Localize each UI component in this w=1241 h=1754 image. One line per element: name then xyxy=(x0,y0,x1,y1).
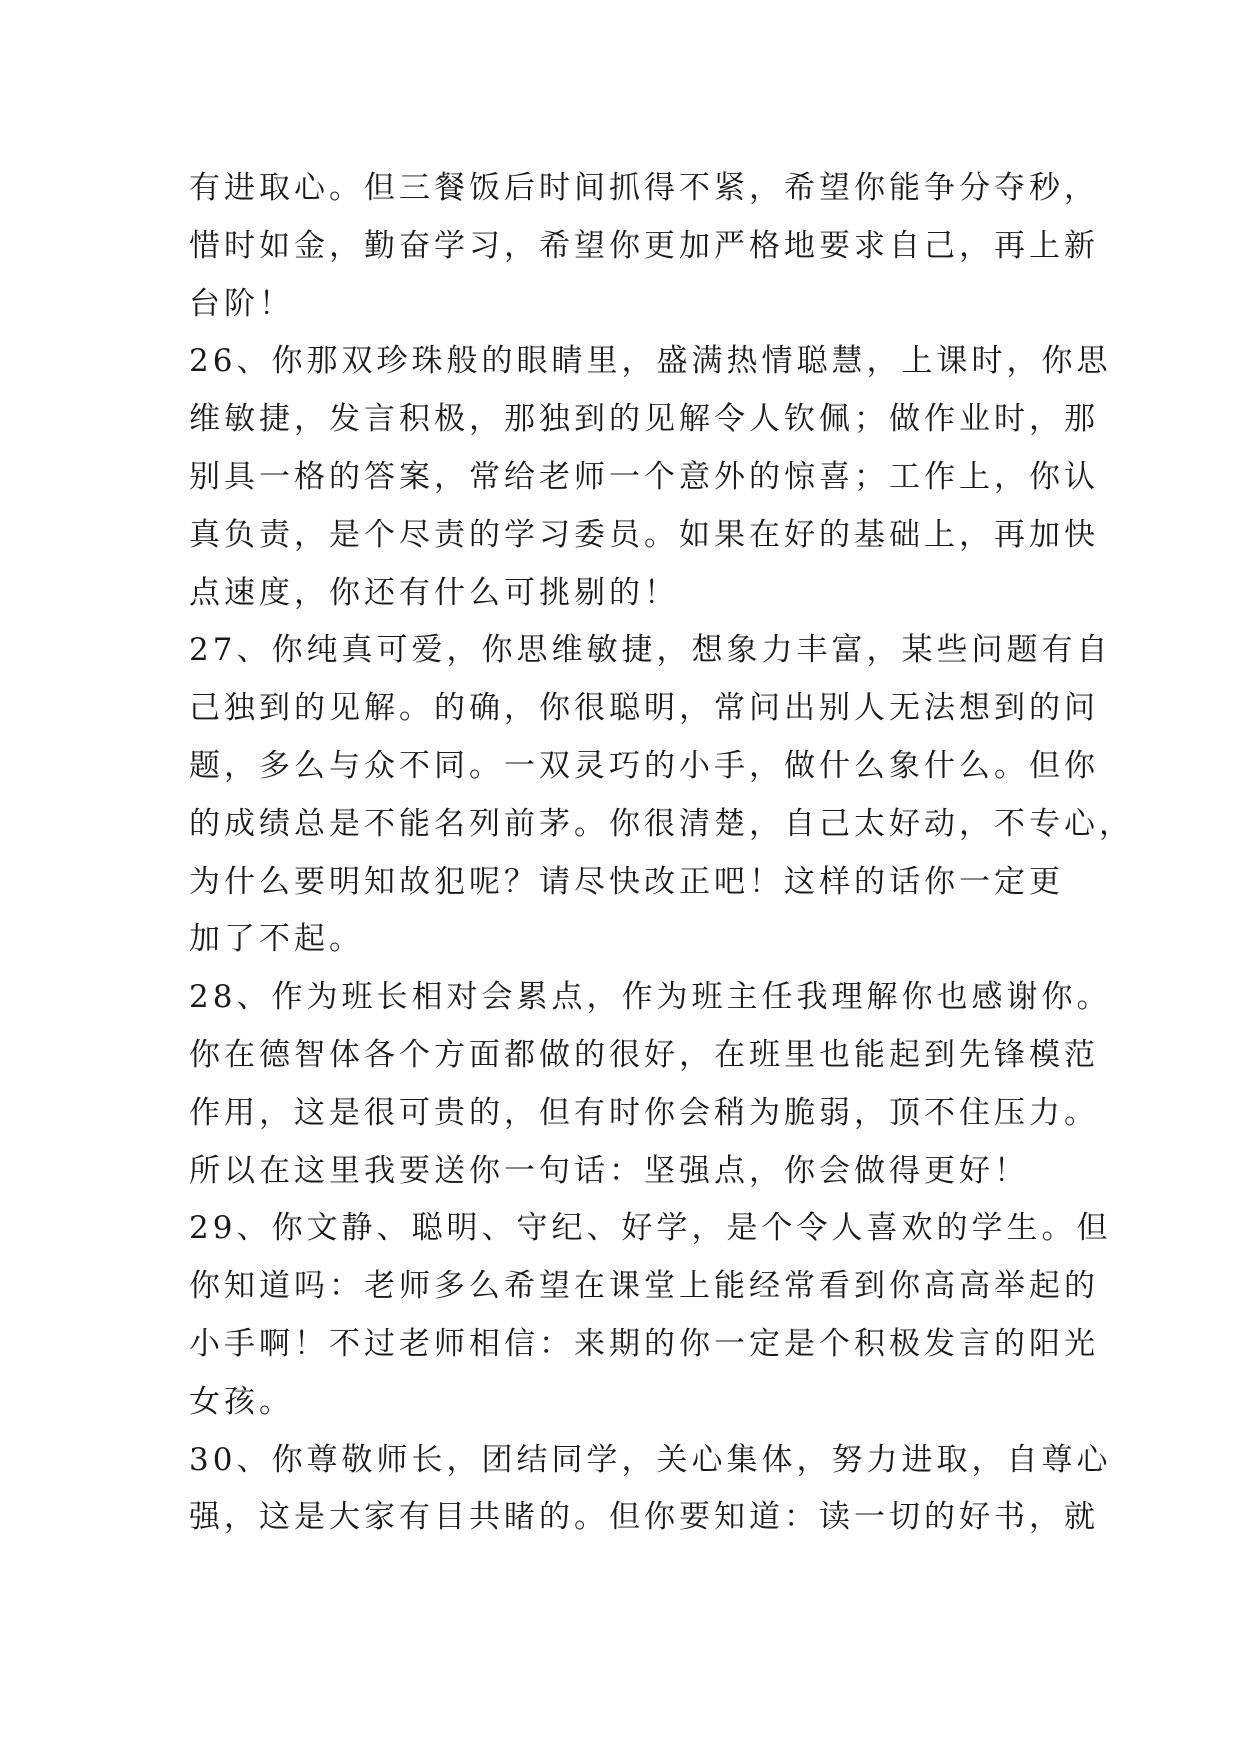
text-line: 强，这是大家有目共睹的。但你要知道：读一切的好书，就 xyxy=(189,1499,1099,1536)
text-line: 小手啊！不过老师相信：来期的你一定是个积极发言的阳光 xyxy=(189,1325,1099,1362)
text-line: 作用，这是很可贵的，但有时你会稍为脆弱，顶不住压力。 xyxy=(189,1094,1099,1131)
text-line: 惜时如金，勤奋学习，希望你更加严格地要求自己，再上新 xyxy=(189,227,1099,264)
text-line: 你知道吗：老师多么希望在课堂上能经常看到你高高举起的 xyxy=(189,1268,1099,1305)
text-line: 27、你纯真可爱，你思维敏捷，想象力丰富，某些问题有自 xyxy=(189,632,1112,669)
text-line: 真负责，是个尽责的学习委员。如果在好的基础上，再加快 xyxy=(189,516,1099,553)
text-line: 28、作为班长相对会累点，作为班主任我理解你也感谢你。 xyxy=(189,979,1112,1016)
text-line: 己独到的见解。的确，你很聪明，常问出别人无法想到的问 xyxy=(189,690,1099,727)
text-line: 30、你尊敬师长，团结同学，关心集体，努力进取，自尊心 xyxy=(189,1441,1112,1478)
text-line: 你在德智体各个方面都做的很好，在班里也能起到先锋模范 xyxy=(189,1036,1099,1073)
text-line: 维敏捷，发言积极，那独到的见解令人钦佩；做作业时，那 xyxy=(189,401,1099,438)
text-line: 有进取心。但三餐饭后时间抓得不紧，希望你能争分夺秒， xyxy=(189,170,1099,206)
body-text xyxy=(189,160,1134,1547)
text-line: 女孩。 xyxy=(189,1383,294,1420)
text-line: 26、你那双珍珠般的眼睛里，盛满热情聪慧，上课时，你思 xyxy=(189,343,1112,380)
text-line: 点速度，你还有什么可挑剔的！ xyxy=(189,574,679,611)
text-line: 为什么要明知故犯呢？请尽快改正吧！这样的话你一定更 xyxy=(189,863,1064,900)
text-line: 别具一格的答案，常给老师一个意外的惊喜；工作上，你认 xyxy=(189,458,1099,495)
text-line: 的成绩总是不能名列前茅。你很清楚，自己太好动，不专心， xyxy=(189,805,1134,842)
text-line: 所以在这里我要送你一句话：坚强点，你会做得更好！ xyxy=(189,1152,1029,1189)
text-line: 29、你文静、聪明、守纪、好学，是个令人喜欢的学生。但 xyxy=(189,1210,1112,1247)
text-line: 加了不起。 xyxy=(189,921,364,958)
text-line: 题，多么与众不同。一双灵巧的小手，做什么象什么。但你 xyxy=(189,747,1099,784)
text-line: 台阶！ xyxy=(189,285,294,322)
